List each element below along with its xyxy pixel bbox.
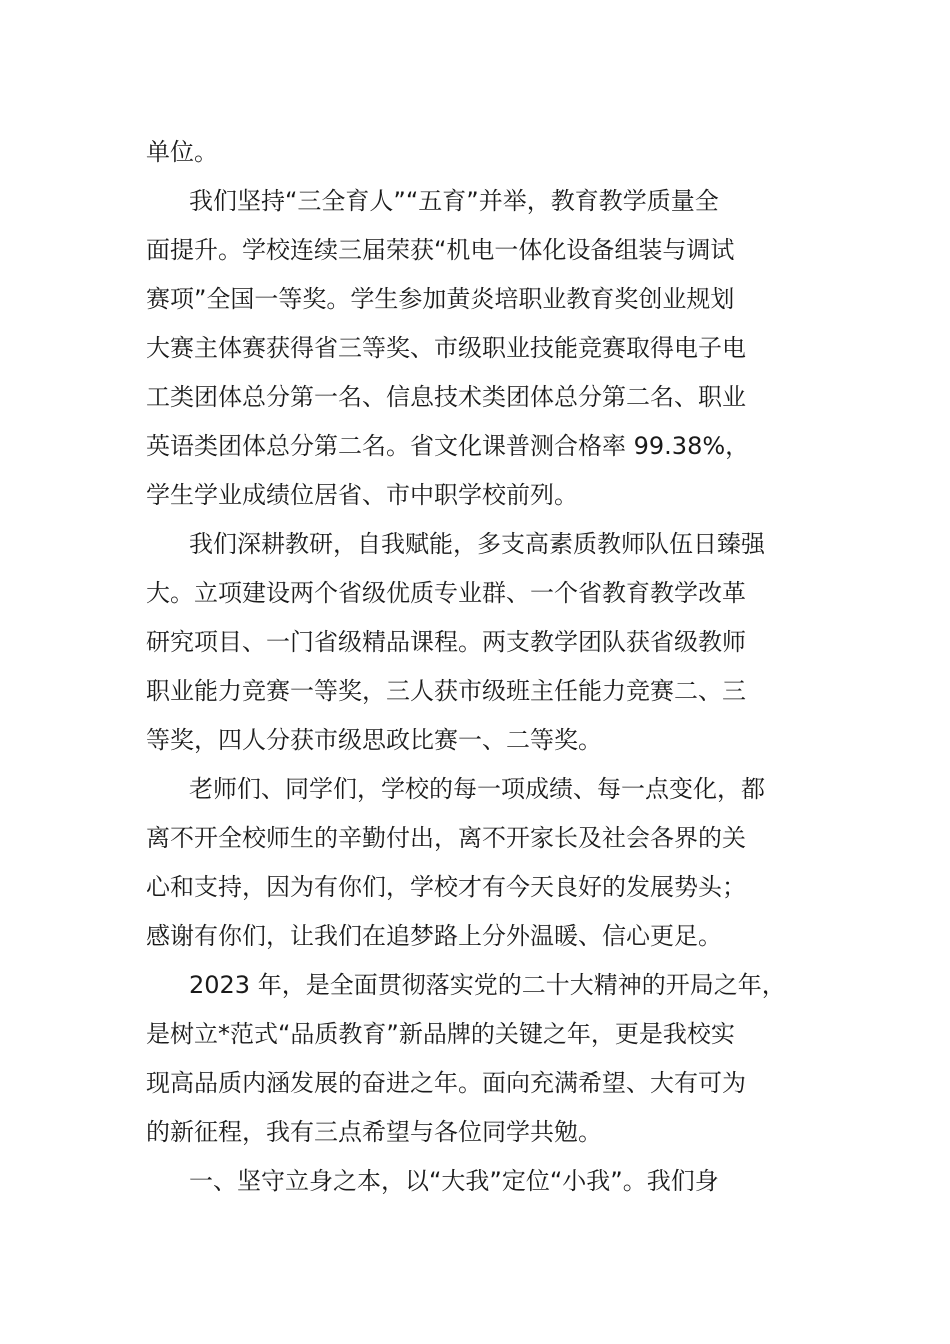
text-line: 离不开全校师生的辛勤付出，离不开家长及社会各界的关: [146, 824, 746, 852]
text-line: 的新征程，我有三点希望与各位同学共勉。: [146, 1118, 602, 1146]
text-line: 大。立项建设两个省级优质专业群、一个省教育教学改革: [146, 579, 746, 607]
text-line: 研究项目、一门省级精品课程。两支教学团队获省级教师: [146, 628, 746, 656]
text-line: 现高品质内涵发展的奋进之年。面向充满希望、大有可为: [146, 1069, 746, 1097]
paragraph-first-line: 我们深耕教研，自我赋能，多支高素质教师队伍日臻强: [189, 530, 765, 558]
paragraph-first-line: 一、坚守立身之本，以“大我”定位“小我”。我们身: [189, 1167, 719, 1195]
text-line: 职业能力竞赛一等奖，三人获市级班主任能力竞赛二、三: [146, 677, 746, 705]
text-line: 单位。: [146, 138, 218, 166]
text-line: 等奖，四人分获市级思政比赛一、二等奖。: [146, 726, 602, 754]
text-line: 感谢有你们，让我们在追梦路上分外温暖、信心更足。: [146, 922, 722, 950]
text-line: 是树立*范式“品质教育”新品牌的关键之年，更是我校实: [146, 1020, 735, 1048]
text-line: 英语类团体总分第二名。省文化课普测合格率 99.38%，: [146, 432, 750, 460]
text-line: 工类团体总分第一名、信息技术类团体总分第二名、职业: [146, 383, 746, 411]
text-line: 心和支持，因为有你们，学校才有今天良好的发展势头；: [146, 873, 746, 901]
paragraph-first-line: 老师们、同学们，学校的每一项成绩、每一点变化，都: [189, 775, 765, 803]
text-line: 学生学业成绩位居省、市中职学校前列。: [146, 481, 578, 509]
paragraph-first-line: 2023 年，是全面贯彻落实党的二十大精神的开局之年，: [189, 971, 786, 999]
text-line: 大赛主体赛获得省三等奖、市级职业技能竞赛取得电子电: [146, 334, 746, 362]
text-line: 面提升。学校连续三届荣获“机电一体化设备组装与调试: [146, 236, 735, 264]
paragraph-first-line: 我们坚持“三全育人”“五育”并举，教育教学质量全: [189, 187, 719, 215]
text-line: 赛项”全国一等奖。学生参加黄炎培职业教育奖创业规划: [146, 285, 735, 313]
document-page: [146, 128, 811, 1206]
